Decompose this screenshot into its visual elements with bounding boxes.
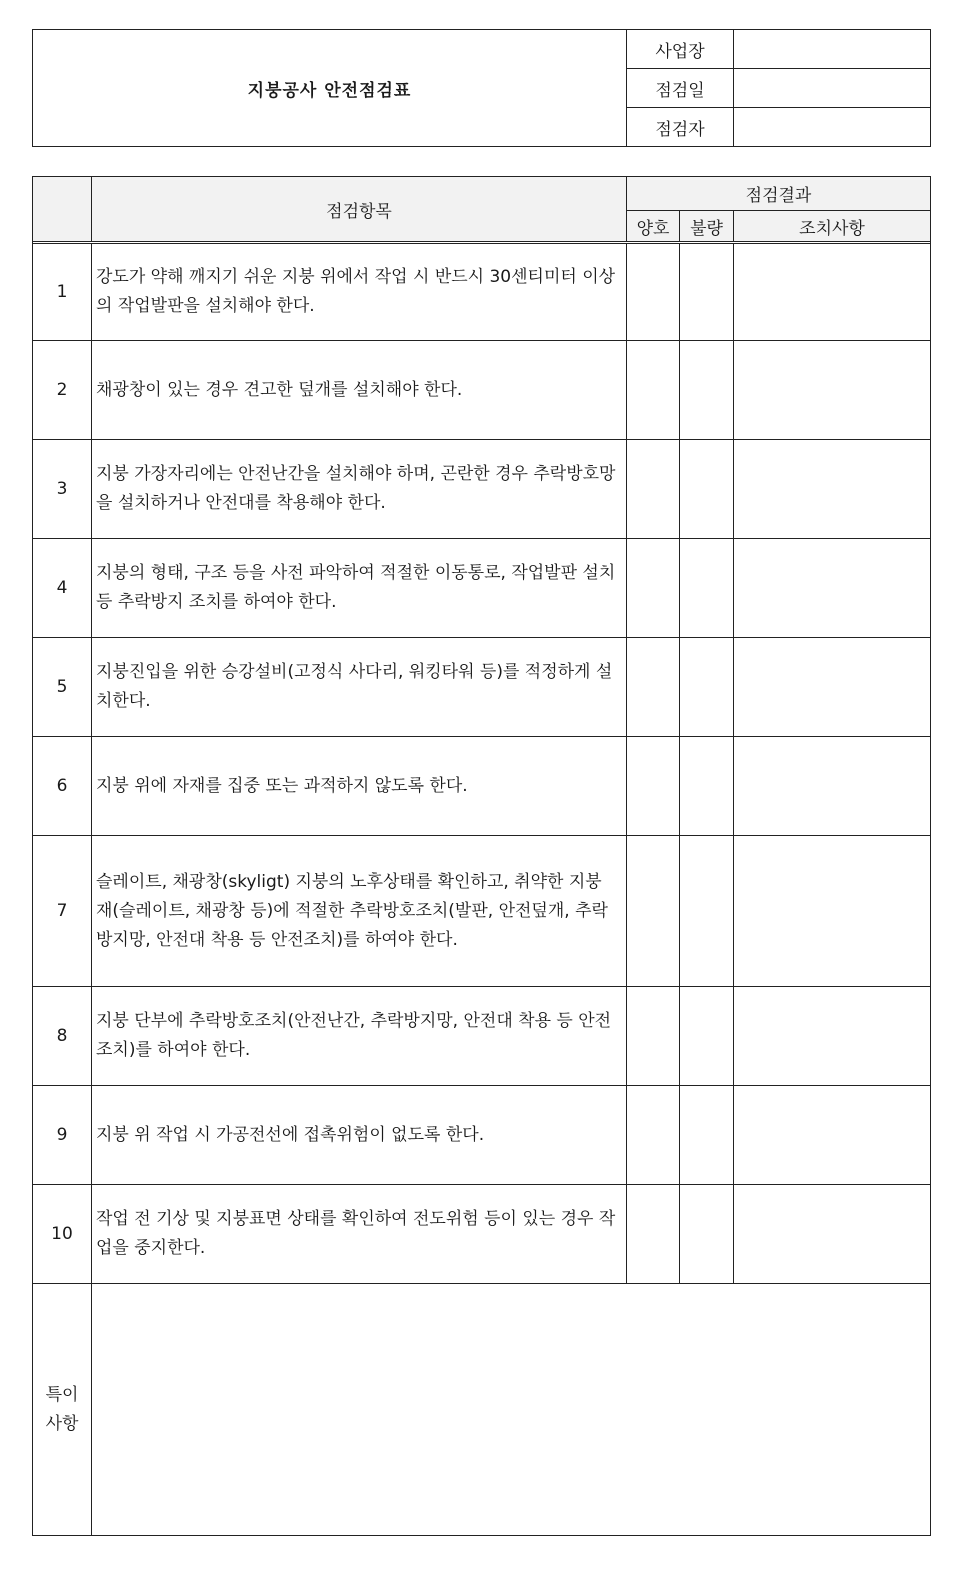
header-good: 양호 bbox=[627, 211, 680, 242]
row-number: 1 bbox=[33, 244, 92, 341]
bad-cell[interactable] bbox=[680, 1185, 734, 1284]
remarks-label-text: 특이 사항 bbox=[45, 1384, 79, 1434]
row-number: 8 bbox=[33, 987, 92, 1086]
action-cell[interactable] bbox=[734, 440, 931, 539]
good-cell[interactable] bbox=[627, 836, 680, 987]
row-number: 10 bbox=[33, 1185, 92, 1284]
table-row bbox=[33, 440, 931, 539]
good-cell[interactable] bbox=[627, 539, 680, 638]
row-item-text: 작업 전 기상 및 지붕표면 상태를 확인하여 전도위험 등이 있는 경우 작업을 중지한다. bbox=[92, 1185, 627, 1284]
remarks-label bbox=[33, 1284, 92, 1536]
site-field[interactable] bbox=[734, 30, 931, 69]
checklist-table bbox=[32, 176, 931, 1536]
row-number: 6 bbox=[33, 737, 92, 836]
good-cell[interactable] bbox=[627, 1086, 680, 1185]
row-item-text: 지붕진입을 위한 승강설비(고정식 사다리, 워킹타워 등)를 적정하게 설치한다. bbox=[92, 638, 627, 737]
good-cell[interactable] bbox=[627, 440, 680, 539]
header-action: 조치사항 bbox=[734, 211, 931, 242]
table-row bbox=[33, 987, 931, 1086]
bad-cell[interactable] bbox=[680, 1086, 734, 1185]
action-cell[interactable] bbox=[734, 987, 931, 1086]
row-number: 2 bbox=[33, 341, 92, 440]
remarks-row bbox=[33, 1284, 931, 1536]
good-cell[interactable] bbox=[627, 737, 680, 836]
action-cell[interactable] bbox=[734, 539, 931, 638]
remarks-field[interactable] bbox=[92, 1284, 931, 1536]
table-row bbox=[33, 638, 931, 737]
table-row bbox=[33, 1185, 931, 1284]
header-table bbox=[32, 29, 931, 147]
row-item-text: 강도가 약해 깨지기 쉬운 지붕 위에서 작업 시 반드시 30센티미터 이상의 작업발판을 설치해야 한다. bbox=[92, 244, 627, 341]
action-cell[interactable] bbox=[734, 836, 931, 987]
row-item-text: 채광창이 있는 경우 견고한 덮개를 설치해야 한다. bbox=[92, 341, 627, 440]
header-bad: 불량 bbox=[680, 211, 734, 242]
row-item-text: 지붕 위에 자재를 집중 또는 과적하지 않도록 한다. bbox=[92, 737, 627, 836]
good-cell[interactable] bbox=[627, 987, 680, 1086]
row-number: 9 bbox=[33, 1086, 92, 1185]
bad-cell[interactable] bbox=[680, 638, 734, 737]
document-title: 지붕공사 안전점검표 bbox=[33, 30, 627, 147]
row-number: 3 bbox=[33, 440, 92, 539]
header-item: 점검항목 bbox=[92, 177, 627, 242]
good-cell[interactable] bbox=[627, 341, 680, 440]
good-cell[interactable] bbox=[627, 1185, 680, 1284]
good-cell[interactable] bbox=[627, 244, 680, 341]
table-row bbox=[33, 341, 931, 440]
row-item-text: 지붕의 형태, 구조 등을 사전 파악하여 적절한 이동통로, 작업발판 설치 등 추락방지 조치를 하여야 한다. bbox=[92, 539, 627, 638]
row-number: 7 bbox=[33, 836, 92, 987]
good-cell[interactable] bbox=[627, 638, 680, 737]
row-item-text: 지붕 가장자리에는 안전난간을 설치해야 하며, 곤란한 경우 추락방호망을 설치하거나 안전대를 착용해야 한다. bbox=[92, 440, 627, 539]
row-number: 5 bbox=[33, 638, 92, 737]
inspection-date-label: 점검일 bbox=[627, 69, 734, 108]
action-cell[interactable] bbox=[734, 341, 931, 440]
table-row bbox=[33, 737, 931, 836]
header-result: 점검결과 bbox=[627, 177, 931, 211]
action-cell[interactable] bbox=[734, 244, 931, 341]
bad-cell[interactable] bbox=[680, 836, 734, 987]
row-item-text: 슬레이트, 채광창(skyligt) 지붕의 노후상태를 확인하고, 취약한 지붕재(슬레이트, 채광창 등)에 적절한 추락방호조치(발판, 안전덮개, 추락방지망, 안전대 착용 등 안전조치)를 하여야 한다. bbox=[92, 836, 627, 987]
site-label: 사업장 bbox=[627, 30, 734, 69]
inspector-field[interactable] bbox=[734, 108, 931, 147]
bad-cell[interactable] bbox=[680, 341, 734, 440]
table-row bbox=[33, 836, 931, 987]
action-cell[interactable] bbox=[734, 737, 931, 836]
row-item-text: 지붕 단부에 추락방호조치(안전난간, 추락방지망, 안전대 착용 등 안전조치)를 하여야 한다. bbox=[92, 987, 627, 1086]
bad-cell[interactable] bbox=[680, 539, 734, 638]
action-cell[interactable] bbox=[734, 638, 931, 737]
header-number-cell bbox=[33, 177, 92, 242]
bad-cell[interactable] bbox=[680, 440, 734, 539]
bad-cell[interactable] bbox=[680, 987, 734, 1086]
table-row bbox=[33, 244, 931, 341]
bad-cell[interactable] bbox=[680, 244, 734, 341]
row-number: 4 bbox=[33, 539, 92, 638]
action-cell[interactable] bbox=[734, 1185, 931, 1284]
row-item-text: 지붕 위 작업 시 가공전선에 접촉위험이 없도록 한다. bbox=[92, 1086, 627, 1185]
action-cell[interactable] bbox=[734, 1086, 931, 1185]
inspection-date-field[interactable] bbox=[734, 69, 931, 108]
table-row bbox=[33, 539, 931, 638]
inspector-label: 점검자 bbox=[627, 108, 734, 147]
table-row bbox=[33, 1086, 931, 1185]
bad-cell[interactable] bbox=[680, 737, 734, 836]
